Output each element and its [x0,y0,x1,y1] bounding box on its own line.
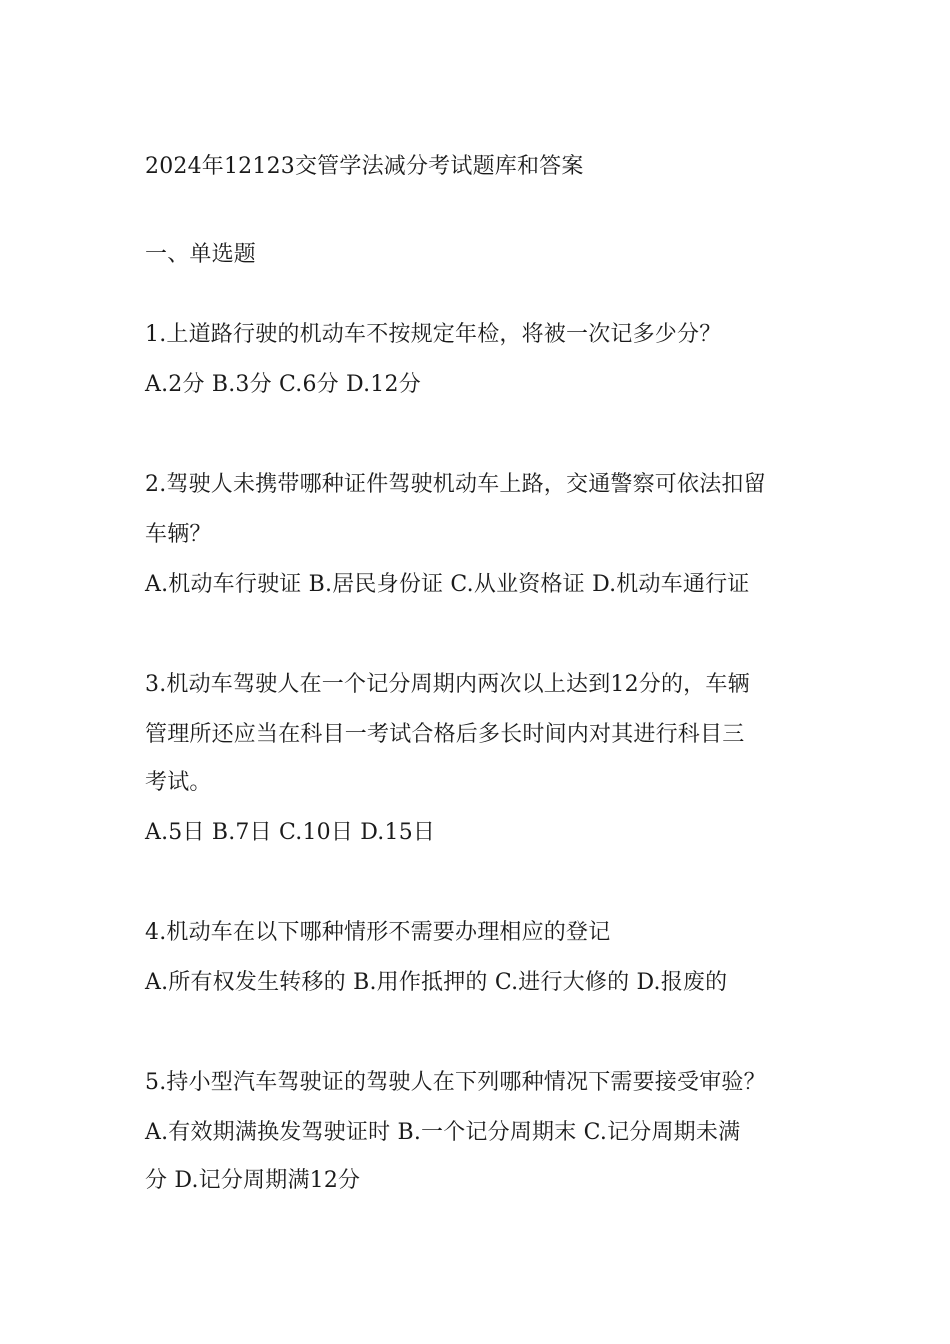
question-stem-line: 1.上道路行驶的机动车不按规定年检，将被一次记多少分？ [145,322,722,347]
section-heading: 一、单选题 [145,242,257,267]
question-stem-line: 2.驾驶人未携带哪种证件驾驶机动车上路，交通警察可依法扣留 [145,472,766,497]
question-options-line: A.所有权发生转移的 B.用作抵押的 C.进行大修的 D.报废的 [145,970,728,995]
document-title: 2024年12123交管学法减分考试题库和答案 [145,154,584,179]
question-stem-line: 管理所还应当在科目一考试合格后多长时间内对其进行科目三 [145,722,745,747]
question-options-line: 分 D.记分周期满12分 [145,1168,361,1193]
question-options-line: A.2分 B.3分 C.6分 D.12分 [145,372,421,397]
question-stem-line: 4.机动车在以下哪种情形不需要办理相应的登记 [145,920,611,945]
question-stem-line: 5.持小型汽车驾驶证的驾驶人在下列哪种情况下需要接受审验？ [145,1070,766,1095]
question-stem-line: 考试。 [145,770,212,795]
question-stem-line: 车辆？ [145,522,212,547]
question-stem-line: 3.机动车驾驶人在一个记分周期内两次以上达到12分的，车辆 [145,672,750,697]
question-options-line: A.机动车行驶证 B.居民身份证 C.从业资格证 D.机动车通行证 [145,572,750,597]
question-options-line: A.5日 B.7日 C.10日 D.15日 [145,820,436,845]
question-options-line: A.有效期满换发驾驶证时 B.一个记分周期末 C.记分周期未满 [145,1120,741,1145]
